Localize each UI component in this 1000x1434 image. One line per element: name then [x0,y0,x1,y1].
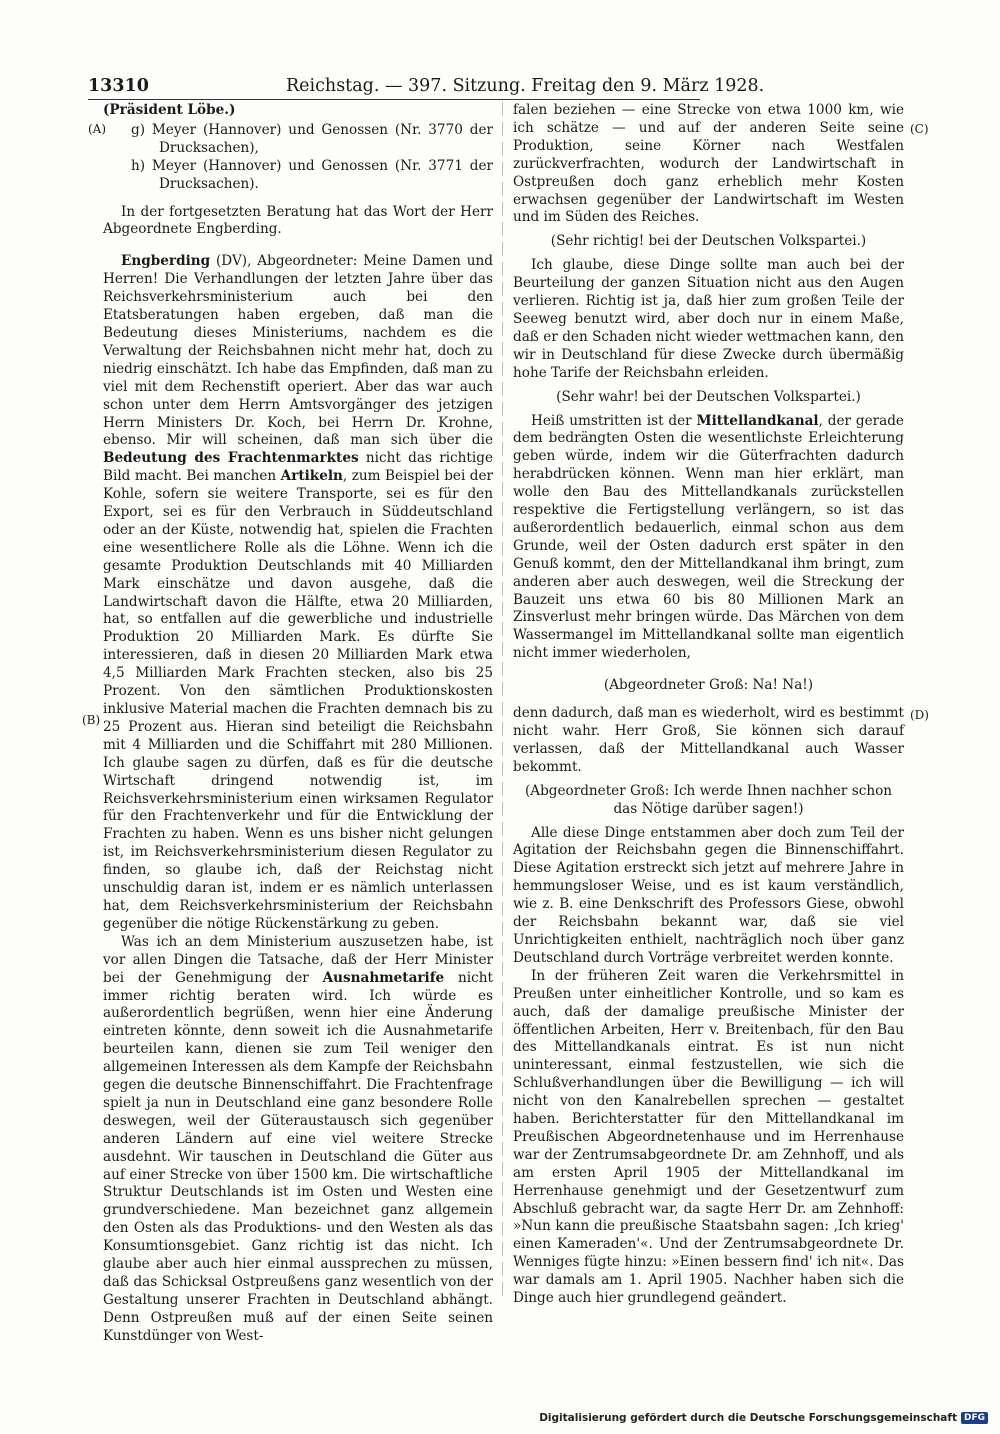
interjection: (Sehr richtig! bei der Deutschen Volkspartei.) [550,233,867,250]
agenda-item-g: g) Meyer (Hannover) und Genossen (Nr. 3770 der Drucksachen), [131,121,493,156]
running-title: Reichstag. — 397. Sitzung. Freitag den 9. März 1928. [286,76,765,96]
speech-paragraph-5: Heiß umstritten ist der Mittellandkanal, der gerade dem bedrängten Osten die wesentlichste Erleichterung geben würde, indem wir die Güterfrachten dadurch herabdrücken können. Wenn man hier erklärt, man wolle den Bau des Mittellandkanals zurückstellen respektive die Fertigstellung verlängern, so ist das außerordentlich bedauerlich, einmal schon aus dem Grunde, weil der Osten dadurch erst später in den Genuß kommt, den der Mittellandkanal ihm bringt, zum anderen aber auch deswegen, weil die Streckung der Bauzeit uns etwa 60 bis 80 Millionen Mark an Zinsverlust mehr bringen würde. Das Märchen von dem Wassermangel im Mittellandkanal sollte man eigentlich nicht immer wiederholen, [513,412,904,662]
speaker-name: Engberding [121,253,211,270]
session-intro: In der fortgesetzten Beratung hat das Wort der Herr Abgeordnete Engberding. [103,203,493,238]
margin-letter-c: (C) [910,122,929,136]
left-column [103,102,493,1346]
interjection: (Sehr wahr! bei der Deutschen Volkspartei.) [556,388,861,405]
margin-letter-d: (D) [910,708,929,722]
agenda-item-h: h) Meyer (Hannover) und Genossen (Nr. 3771 der Drucksachen). [131,157,493,192]
credit-text: Digitalisierung gefördert durch die Deutsche Forschungsgemeinschaft [539,1412,957,1424]
presiding-officer: (Präsident Löbe.) [103,102,236,118]
interjection: (Abgeordneter Groß: Na! Na!) [603,677,814,694]
speech-paragraph-1: Engberding (DV), Abgeordneter: Meine Damen und Herren! Die Verhandlungen der letzten Jahre über das Reichsverkehrsministerium auch bei den Etatsberatungen haben ergeben, daß man die Bedeutung dieses Ministeriums, nachdem es die Verwaltung der Reichsbahnen nicht mehr hat, doch zu niedrig einschätzt. Ich habe das Empfinden, daß man zu viel mit dem Rechenstift operiert. Aber das war auch schon unter dem Herrn Amtsvorgänger des jetzigen Herrn Ministers Dr. Koch, bei Herrn Dr. Krohne, ebenso. Mir will scheinen, daß man sich über die Bedeutung des Frachtenmarktes nicht das richtige Bild macht. Bei manchen Artikeln, zum Beispiel bei der Kohle, sofern sie weitere Transporte, sei es für den Export, sei es für den Verbrauch in Süddeutschland oder an der Küste, notwendig hat, spielen die Frachten eine wesentlichere Rolle als die Löhne. Wenn ich die gesamte Produktion Deutschlands mit 40 Milliarden Mark einschätze und davon ausgehe, daß die Landwirtschaft davon die Hälfte, etwa 20 Milliarden, hat, so entfallen auf die gewerbliche und industrielle Produktion 20 Milliarden Mark. Es dürfte Sie interessieren, daß in diesen 20 Milliarden Mark etwa 4,5 Milliarden Mark Frachten stecken, also bis 25 Prozent. Von den sämtlichen Produktionskosten inklusive Material machen die Frachten demnach bis zu 25 Prozent aus. Hieran sind beteiligt die Reichsbahn mit 4 Milliarden und die Schiffahrt mit 280 Millionen. Ich glaube sagen zu dürfen, daß es für die deutsche Wirtschaft dringend notwendig ist, im Reichsverkehrsministerium einen wirksamen Regulator für den Frachtenverkehr und für die Entwicklung der Frachten zu haben. Wenn es uns bisher nicht gelungen ist, im Reichsverkehrsministerium diesen Regulator zu finden, so glaube ich, daß der Reichstag nicht unschuldig daran ist, indem er es nämlich unterlassen hat, dem Reichsverkehrsministerium der Reichsbahn gegenüber die nötige Rückenstärkung zu geben. [103,253,493,932]
dfg-logo: DFG [961,1412,988,1424]
interjection: (Abgeordneter Groß: Ich werde Ihnen nachher schon das Nötige darüber sagen!) [524,782,893,817]
speech-paragraph-8: In der früheren Zeit waren die Verkehrsmittel in Preußen unter einheitlicher Kontrolle, und so kam es auch, daß der damalige preußische Minister der öffentlichen Arbeiten, Herr v. Breitenbach, für den Bau des Mittellandkanals eintrat. Es ist nun nicht uninteressant, einmal festzustellen, wie sich die Schlußverhandlungen über die Bewilligung — ich will nicht von den Kanalrebellen sprechen — gestaltet haben. Berichterstatter für den Mittellandkanal im Preußischen Abgeordnetenhause und im Herrenhause war der Zentrumsabgeordnete Dr. am Zehnhoff, und als am ersten April 1905 der Mittellandkanal im Herrenhause genehmigt und der Gesetzentwurf zum Abschluß gebracht war, da sagte Herr Dr. am Zehnhoff: »Nun kann die preußische Staatsbahn sagen: ‚Ich krieg' einen Kameraden'«. Und der Zentrumsabgeordnete Dr. Wenniges fügte hinzu: »Einen bessern find' ich nit«. Das war damals am 1. April 1905. Nachher haben sich die Dinge auch hier grundlegend geändert. [513,967,904,1307]
page-number: 13310 [88,76,149,96]
speech-paragraph-7: Alle diese Dinge entstammen aber doch zum Teil der Agitation der Reichsbahn gegen die Binnenschiffahrt. Diese Agitation erstreckt sich jetzt auf mehrere Jahre in hemmungsloser Weise, und es ist kaum verständlich, wie z. B. eine Denkschrift des Professors Giese, obwohl der Reichsbahn bekannt war, daß sie viel Unrichtigkeiten enthielt, nachträglich noch über ganz Deutschland durch Vorträge verbreitet werden konnte. [513,824,904,966]
speech-paragraph-6: denn dadurch, daß man es wiederholt, wird es bestimmt nicht wahr. Herr Groß, Sie können sich darauf verlassen, daß der Mittellandkanal auch Wasser bekommt. [513,705,904,775]
page-header [88,74,765,100]
right-column [513,102,904,1308]
speech-paragraph-3: falen beziehen — eine Strecke von etwa 1000 km, wie ich schätze — und auf der anderen Seite seine Produktion, seine Körner nach Westfalen zurückverfrachten, wodurch der Landwirtschaft in Ostpreußen doch ganz erheblich mehr Kosten erwachsen gegenüber der Landwirtschaft im Westen und im Süden des Reiches. [513,102,904,226]
speech-paragraph-2: Was ich an dem Ministerium auszusetzen habe, ist vor allen Dingen die Tatsache, daß der Herr Minister bei der Genehmigung der Ausnahmetarife nicht immer richtig beraten wird. Ich würde es außerordentlich begrüßen, wenn hier eine Änderung eintreten könnte, denn soweit ich die Ausnahmetarife beurteilen kann, dienen sie zum Teil weniger den allgemeinen Interessen als dem Kampfe der Reichsbahn gegen die deutsche Binnenschiffahrt. Die Frachtenfrage spielt ja nun in Deutschland eine ganz besondere Rolle deswegen, weil der Güteraustausch sich gegenüber anderen Ländern auf eine viel weitere Strecke ausdehnt. Wir tauschen in Deutschland die Güter aus auf einer Strecke von über 1500 km. Die wirtschaftliche Struktur Deutschlands ist im Osten und Westen eine grundverschiedene. Man bezeichnet ganz allgemein den Osten als das Produktions- und den Westen als das Konsumtionsgebiet. Ganz richtig ist das nicht. Ich glaube aber auch hier einmal aussprechen zu müssen, daß das Schicksal Ostpreußens ganz wesentlich von der Gestaltung unserer Frachten in Deutschland abhängt. Denn Ostpreußen muß auf der einen Seite seinen Kunstdünger von West- [103,933,493,1344]
speech-paragraph-4: Ich glaube, diese Dinge sollte man auch bei der Beurteilung der ganzen Situation nicht aus den Augen verlieren. Richtig ist ja, daß hier zum großen Teile der Seeweg benutzt wird, aber doch nur in einem Maße, daß er den Schaden nicht wieder wettmachen kann, den wir in Deutschland für diese Zwecke durch übermäßig hohe Tarife der Reichsbahn erleiden. [513,257,904,381]
margin-letter-a: (A) [88,122,107,136]
digitization-credit [539,1412,988,1424]
margin-letter-b: (B) [82,713,101,727]
column-divider [502,102,503,1302]
